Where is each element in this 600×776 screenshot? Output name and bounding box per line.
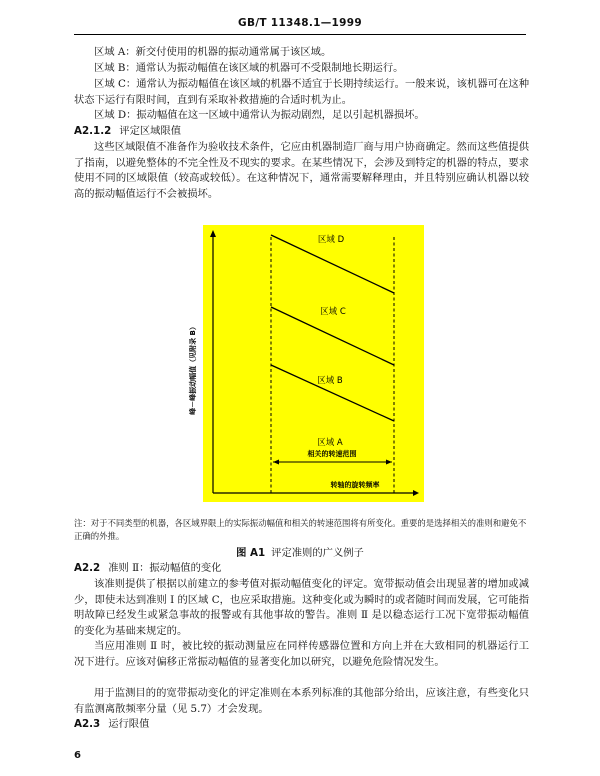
x-axis-label: 转轴的旋转频率 [330,481,380,489]
header-rule [74,34,526,35]
zone-c-text: 区域 C：通常认为振动幅值在该区域的机器不适宜于长期持续运行。一般来说，该机器可在这种状态下运行有限时间，直到有采取补救措施的合适时机为止。 [74,78,529,106]
section-number: A2.2 [74,562,101,574]
speed-range-arrow-right [386,460,392,465]
section-a22-paragraph-1: 该准则提供了根据以前建立的参考值对振动幅值变化的评定。宽带振动值会出现显著的增加或减少，即使未达到准则 Ⅰ 的区域 C，也应采取措施。这种变化或为瞬时的或者随时间而发展，它可能指明故障已经发生或紧急事故的报警或有其他事故的警告。准则 Ⅱ 是以稳态运行工况下宽带振动幅值的变化为基础来规定的。 [74,578,529,637]
section-a22-paragraph-3: 用于监测目的的宽带振动变化的评定准则在本系列标准的其他部分给出，应该注意，有些变化只有监测离散频率分量（见 5.7）才会发现。 [74,687,529,715]
section-title: 运行限值 [108,718,150,730]
x-axis-arrow [413,490,419,496]
figure-note: 注：对于不同类型的机器，各区域界限上的实际振动幅值和相关的转速范围将有所变化。重要的是选择相关的准则和避免不正确的外推。 [74,518,527,541]
zone-chart [189,225,424,502]
section-number: A2.3 [74,718,101,730]
speed-range-arrow-left [273,460,279,465]
section-a212-text: 这些区域限值不准备作为验收技术条件，它应由机器制造厂商与用户协商确定。然而这些值提供了指南，以避免整体的不完全性及不现实的要求。在某些情况下，会涉及到特定的机器的特点，要求使用不同的区域限值（较高或较低）。在这种情况下，通常需要解释理由，并且特别应确认机器以较高的振动幅值运行不会被损坏。 [74,141,529,200]
zone-c-label: 区域 C [320,307,346,317]
section-a22-paragraph-2: 当应用准则 Ⅱ 时，被比较的振动测量应在同样传感器位置和方向上并在大致相同的机器运行工况下进行。应该对偏移正常振动幅值的显著变化加以研究，以避免危险情况发生。 [74,640,529,668]
figure-caption-number: 图 A1 [236,547,266,559]
speed-range-label: 相关的转速范围 [307,450,357,458]
section-title: 准则 Ⅱ：振动幅值的变化 [108,562,222,574]
zone-b-text: 区域 B：通常认为振动幅值在该区域的机器可不受限制地长期运行。 [94,62,404,74]
y-axis-label: 峰－峰振动幅值（见附录 B） [189,323,197,415]
boundary-a-b [271,365,394,421]
section-number: A2.1.2 [74,125,112,137]
figure-caption-title: 评定准则的广义例子 [271,547,364,559]
y-axis-arrow [210,230,216,237]
figure-caption [0,544,600,559]
zone-d-label: 区域 D [317,235,345,245]
standard-number-header: GB/T 11348.1—1999 [238,17,362,29]
zone-b-label: 区域 B [317,376,343,386]
page-number: 6 [74,750,81,761]
section-a23-heading [74,717,149,733]
section-a22-heading [74,561,221,577]
section-title: 评定区域限值 [119,125,182,137]
section-a212-heading [74,124,181,140]
zone-a-text: 区域 A：新交付使用的机器的振动通常属于该区域。 [94,46,332,58]
zone-chart-svg [189,225,424,502]
zone-d-text: 区域 D：振动幅值在这一区域中通常认为振动剧烈，足以引起机器损坏。 [94,109,425,121]
zone-a-label: 区域 A [317,438,343,448]
